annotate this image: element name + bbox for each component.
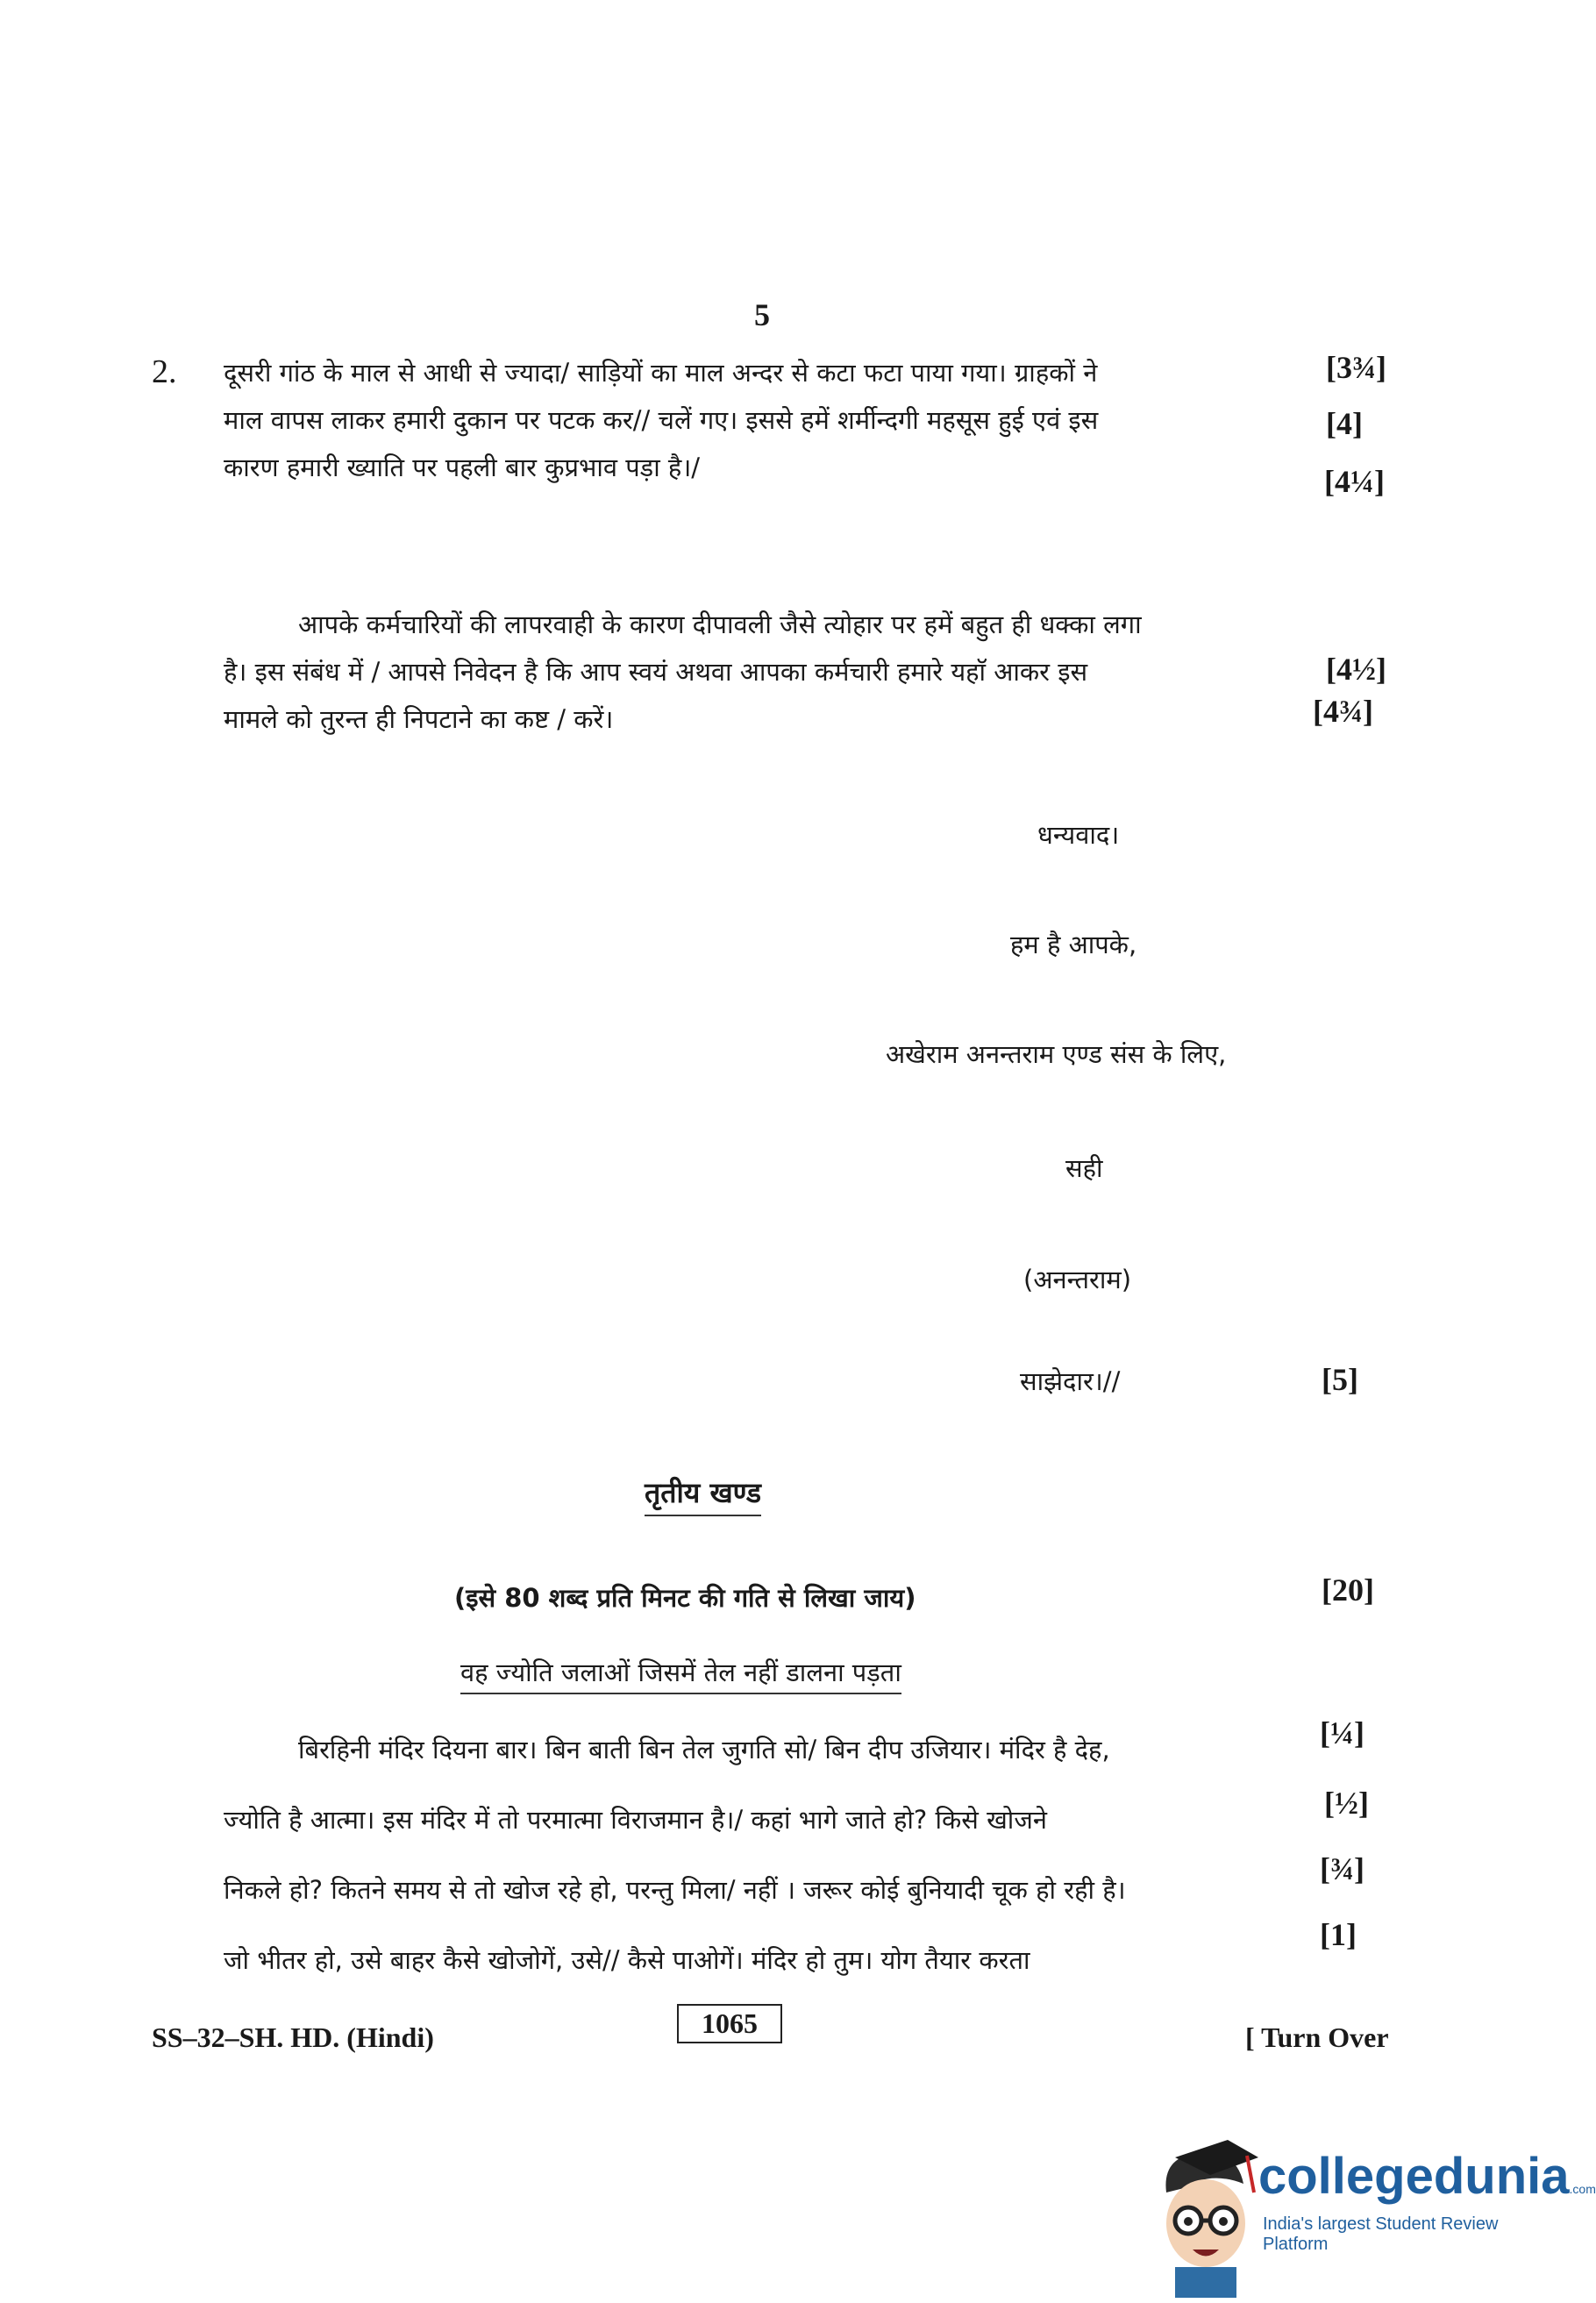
marker: [4¾]	[1313, 694, 1373, 729]
closing-yours: हम है आपके,	[1010, 930, 1137, 959]
marker: [4½]	[1326, 652, 1386, 687]
turn-over: [ Turn Over	[1245, 2021, 1389, 2053]
mascot-icon	[1149, 2140, 1263, 2298]
passage-line: बिरहिनी मंदिर दियना बार। बिन बाती बिन तेल जुगति सो/ बिन दीप उजियार। मंदिर है देह,	[298, 1735, 1110, 1765]
page-number: 5	[754, 297, 770, 332]
passage-line: ज्योति है आत्मा। इस मंदिर में तो परमात्मा विराजमान है।/ कहां भागे जाते हो? किसे खोजने	[224, 1805, 1047, 1835]
page-code-box: 1065	[677, 2004, 782, 2043]
marker: [5]	[1322, 1362, 1358, 1397]
passage-line: निकले हो? कितने समय से तो खोज रहे हो, परन्तु मिला/ नहीं । जरूर कोई बुनियादी चूक हो रही है।	[224, 1875, 1126, 1905]
section2-paragraph	[224, 349, 1298, 491]
closing-designation: साझेदार।//	[1020, 1366, 1121, 1396]
letter-paragraph	[224, 601, 1298, 743]
letter-line: है। इस संबंध में / आपसे निवेदन है कि आप स्वयं अथवा आपका कर्मचारी हमारे यहाॅ आकर इस	[224, 657, 1088, 687]
closing-name: (अनन्तराम)	[1023, 1265, 1132, 1294]
closing-thanks: धन्यवाद।	[1037, 820, 1120, 850]
marker: [20]	[1322, 1572, 1374, 1608]
paper-code: SS–32–SH. HD. (Hindi)	[152, 2021, 434, 2053]
marker: [4]	[1326, 406, 1363, 441]
section2-line: माल वापस लाकर हमारी दुकान पर पटक कर// चलें गए। इससे हमें शर्मीन्दगी महसूस हुई एवं इस	[224, 405, 1099, 435]
marker: [4¼]	[1324, 464, 1385, 499]
section2-line: कारण हमारी ख्याति पर पहली बार कुप्रभाव पड़ा है।/	[224, 453, 701, 482]
marker: [1]	[1320, 1917, 1357, 1952]
passage-paragraph	[224, 1715, 1298, 1995]
logo-tagline: India's largest Student Review Platform	[1263, 2214, 1499, 2254]
logo-suffix: .com	[1569, 2182, 1596, 2196]
marker: [½]	[1324, 1786, 1369, 1821]
letter-line: आपके कर्मचारियों की लापरवाही के कारण दीपावली जैसे त्योहार पर हमें बहुत ही धक्का लगा	[298, 610, 1142, 639]
passage-title: वह ज्योति जलाओं जिसमें तेल नहीं डालना पड़ता	[460, 1658, 901, 1694]
logo-mascot	[1149, 2140, 1263, 2298]
marker: [¼]	[1320, 1715, 1364, 1750]
section-title: तृतीय खण्ड	[645, 1476, 761, 1516]
marker: [3¾]	[1326, 350, 1386, 385]
closing-signed: सही	[1065, 1153, 1103, 1183]
section2-line: दूसरी गांठ के माल से आधी से ज्यादा/ साड़ियों का माल अन्दर से कटा फटा पाया गया। ग्राहकों ने	[224, 358, 1098, 388]
letter-line: मामले को तुरन्त ही निपटाने का कष्ट / करें।	[224, 704, 614, 734]
dictation-instruction: (इसे 80 शब्द प्रति मिनट की गति से लिखा जाय)	[454, 1583, 916, 1613]
passage-line: जो भीतर हो, उसे बाहर कैसे खोजोगें, उसे// कैसे पाओगें। मंदिर हो तुम। योग तैयार करता	[224, 1945, 1030, 1975]
question-number: 2.	[152, 353, 177, 390]
logo-name: collegedunia	[1258, 2148, 1570, 2205]
marker: [¾]	[1320, 1851, 1364, 1886]
closing-firm: अखेराम अनन्तराम एण्ड संस के लिए,	[886, 1039, 1227, 1069]
